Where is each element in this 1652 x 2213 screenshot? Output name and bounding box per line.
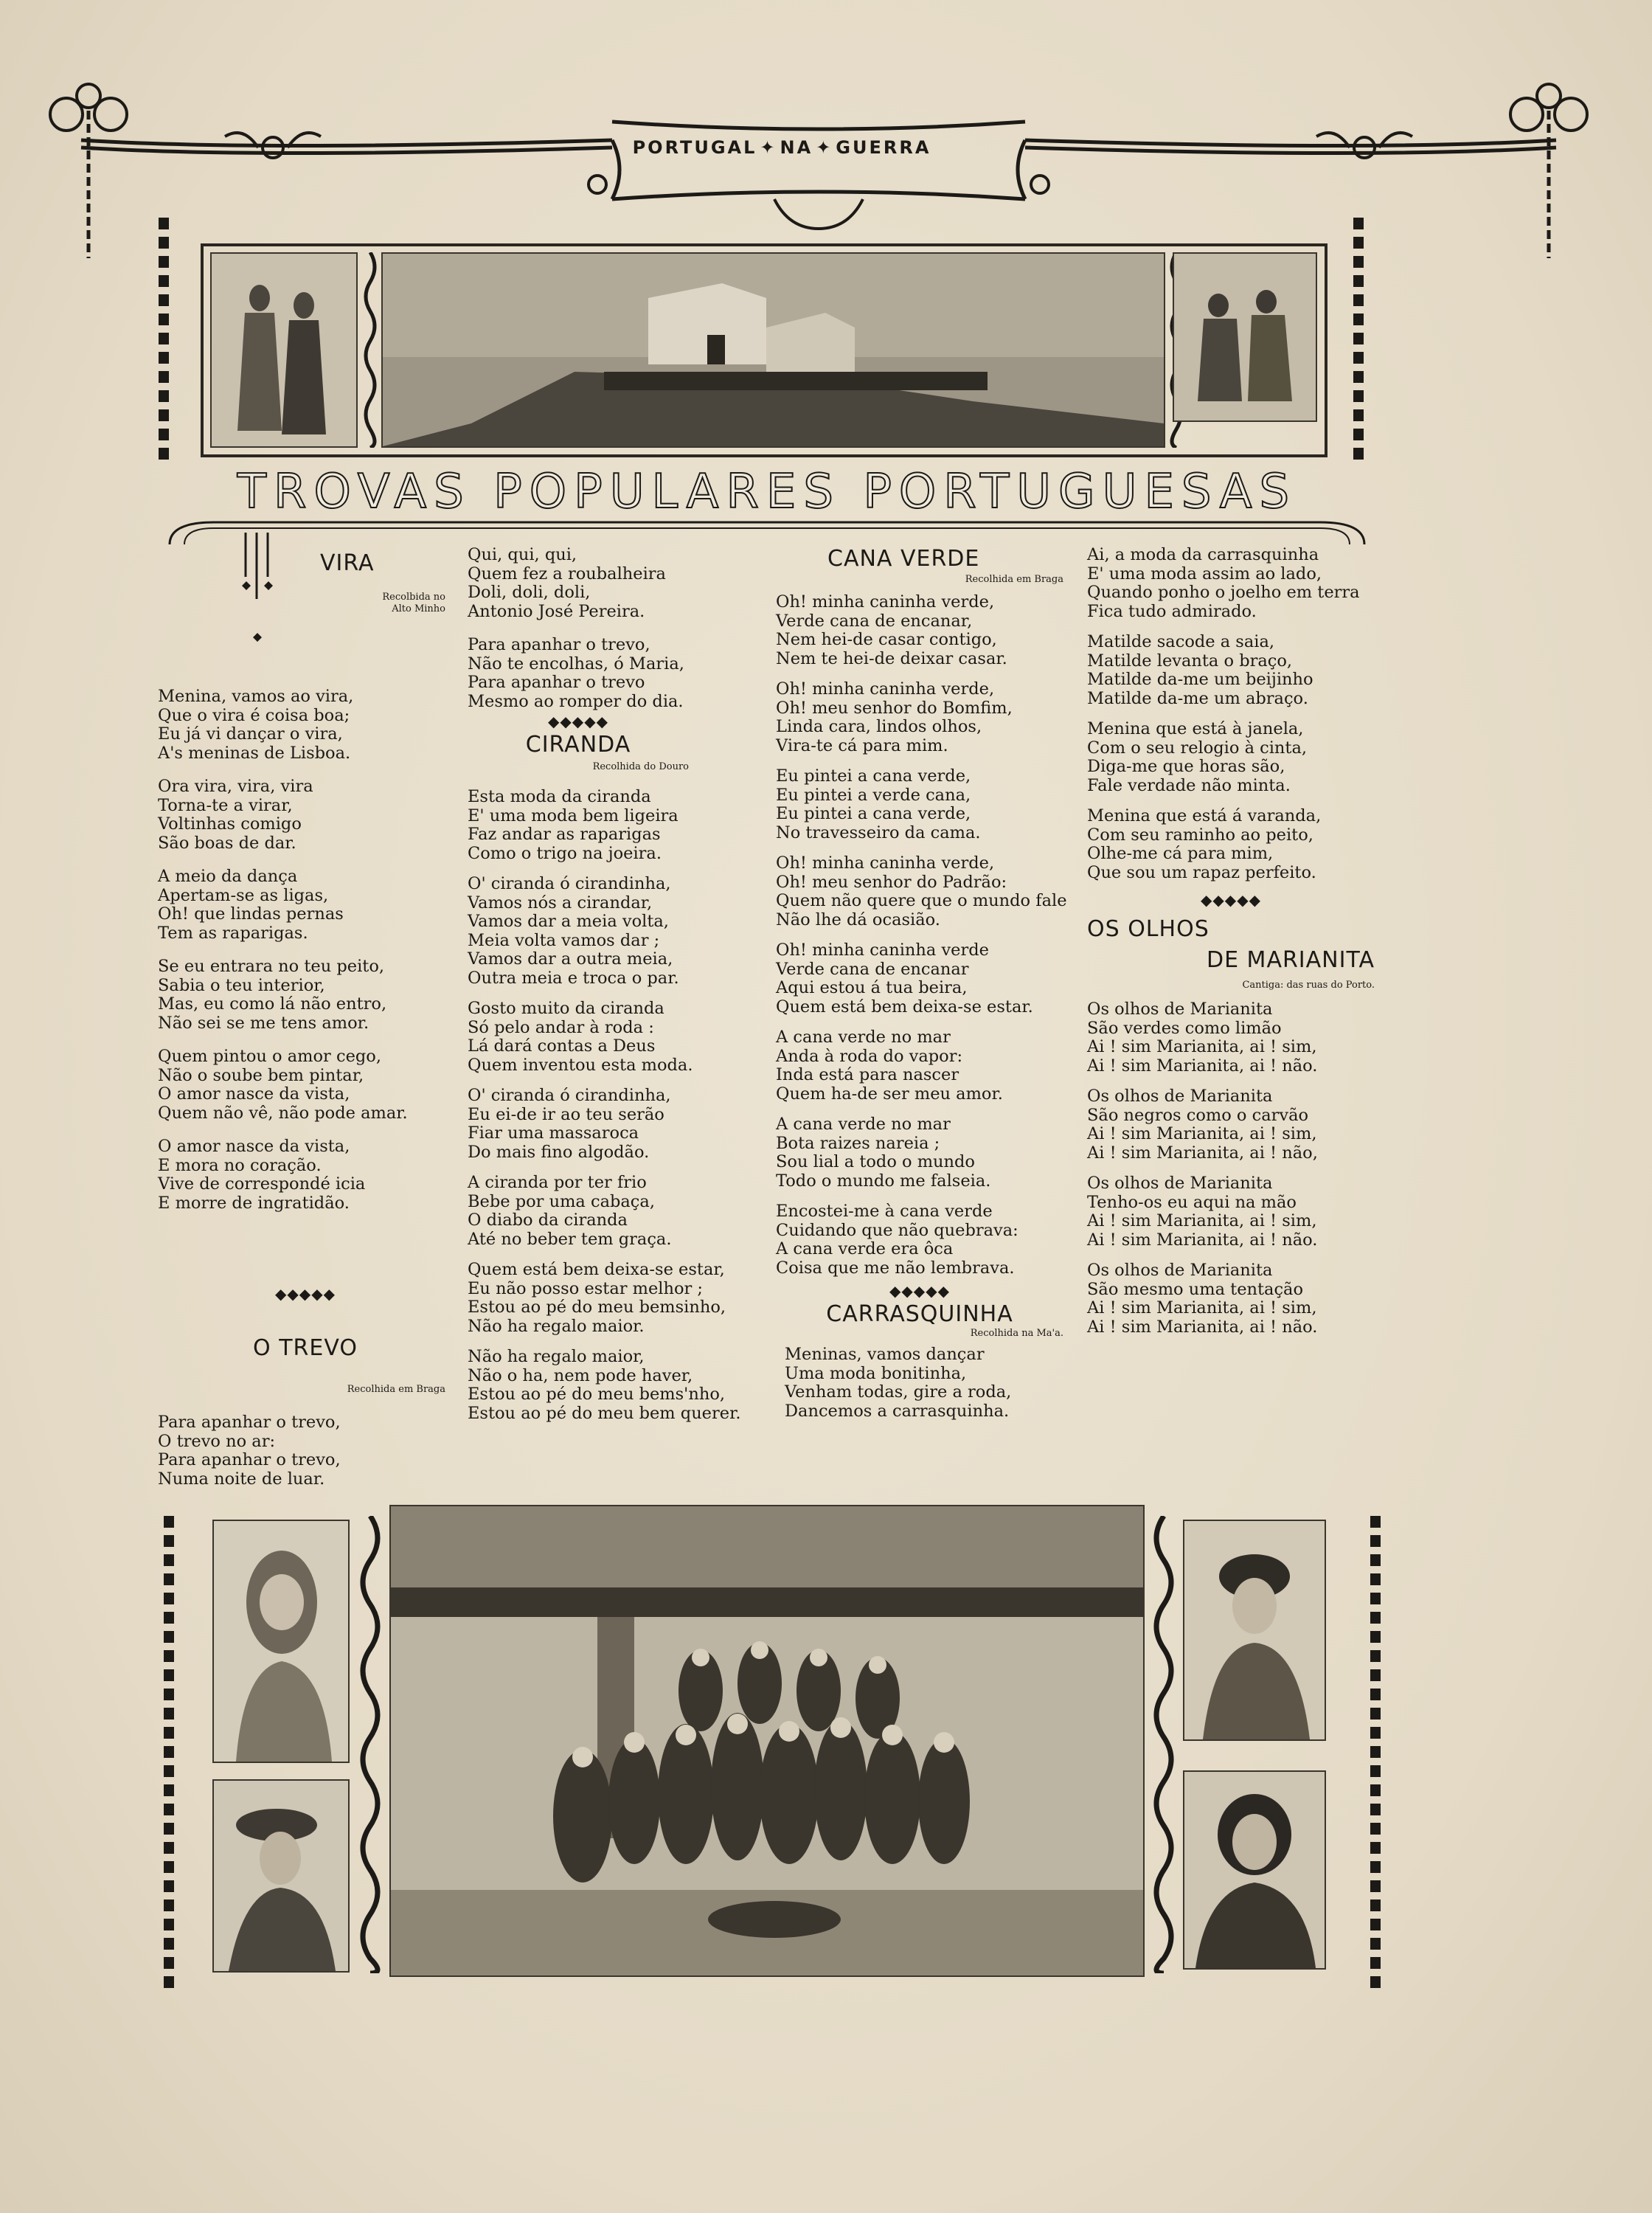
verse-line: Vive de correspondé icia — [158, 1174, 366, 1194]
verse-line: Ai ! sim Marianita, ai ! não. — [1087, 1317, 1318, 1337]
heading-os-olhos: OS OLHOS — [1087, 916, 1210, 942]
ornament-diamonds: ◆◆◆◆◆ — [275, 1285, 336, 1303]
verse-line: O' ciranda ó cirandinha, — [468, 1086, 671, 1105]
verse-line: São negros como o carvão — [1087, 1105, 1309, 1125]
verse-line: Que sou um rapaz perfeito. — [1087, 862, 1316, 882]
film-strip-bottom-right — [1370, 1516, 1381, 1995]
column-2 — [468, 546, 770, 1438]
scroll-ornament-top-left — [359, 252, 381, 448]
verse-line: Para apanhar o trevo, — [468, 635, 650, 654]
verse-line: O trevo no ar: — [158, 1431, 276, 1451]
verse-line: Ai ! sim Marianita, ai ! sim, — [1087, 1298, 1317, 1317]
photo-seated-men — [1173, 252, 1317, 422]
verse-line: Dancemos a carrasquinha. — [785, 1401, 1010, 1421]
trevo-stanza-3 — [468, 636, 770, 711]
verse-line: Lá dará contas a Deus — [468, 1036, 656, 1056]
verse-line: Eu já vi dançar o vira, — [158, 724, 343, 744]
ornament-diamonds: ◆◆◆◆◆ — [548, 713, 608, 730]
verse-line: A meio da dança — [158, 867, 298, 886]
verse-line: Para apanhar o trevo — [468, 673, 645, 692]
photo-hilltop-chapel — [381, 252, 1165, 448]
verse-line: Os olhos de Marianita — [1087, 1087, 1273, 1106]
verse-line: Voltinhas comigo — [158, 814, 302, 834]
trevo-stanza-2 — [468, 546, 770, 621]
scroll-ornament-bottom-right — [1146, 1516, 1181, 1973]
verse-line: A cana verde no mar — [776, 1028, 951, 1047]
verse-line: Quem está bem deixa-se estar. — [776, 997, 1033, 1017]
verse-line: Quem ha-de ser meu amor. — [776, 1084, 1003, 1104]
verse-line: Oh! minha caninha verde, — [776, 679, 995, 699]
verse-line: Eu pintei a verde cana, — [776, 785, 971, 805]
verse-line: Linda cara, lindos olhos, — [776, 717, 982, 736]
verse-line: Vamos nós a cirandar, — [468, 893, 653, 912]
stanza — [468, 788, 770, 863]
verse-line: Quando ponho o joelho em terra — [1087, 583, 1360, 602]
verse-line: Ai, a moda da carrasquinha — [1087, 545, 1319, 564]
verse-line: Olhe-me cá para mim, — [1087, 844, 1274, 863]
ornament-diamonds: ◆◆◆◆◆ — [889, 1282, 950, 1300]
stanza — [468, 875, 770, 988]
verse-line: Diga-me que horas são, — [1087, 757, 1285, 776]
photo-two-women — [210, 252, 358, 448]
source-carrasquinha: Recolhida na Ma'a. — [970, 1328, 1063, 1339]
verse-line: Não o ha, nem pode haver, — [468, 1365, 693, 1385]
ornament-diamonds: ◆◆◆◆◆ — [1201, 891, 1261, 909]
vira-side-ornament — [235, 533, 279, 651]
stanza — [158, 1137, 408, 1213]
verse-line: Verde cana de encanar, — [776, 611, 973, 631]
verse-line: Não te encolhas, ó Maria, — [468, 654, 684, 673]
verse-line: Aqui estou á tua beira, — [776, 978, 968, 997]
scroll-ornament-bottom-left — [353, 1516, 388, 1973]
verse-line: Quem inventou esta moda. — [468, 1055, 693, 1075]
verse-line: São boas de dar. — [158, 833, 296, 853]
verse-line: O' ciranda ó cirandinha, — [468, 874, 671, 893]
portrait-curly-haired-girl — [212, 1520, 350, 1763]
title-rule-ornament — [155, 516, 1379, 546]
heading-carrasquinha: CARRASQUINHA — [826, 1301, 1013, 1327]
stanza — [1087, 546, 1382, 621]
verse-line: Torna-te a virar, — [158, 795, 293, 815]
verse-line: Encostei-me à cana verde — [776, 1202, 993, 1221]
verse-line: Gosto muito da ciranda — [468, 999, 664, 1018]
verse-line: Com o seu relogio à cinta, — [1087, 738, 1308, 758]
heading-trevo: O TREVO — [253, 1335, 358, 1361]
source-vira-line2: Alto Minho — [392, 603, 445, 614]
heading-cana-verde: CANA VERDE — [827, 546, 980, 572]
source-trevo: Recolhida em Braga — [347, 1384, 445, 1395]
verse-line: Matilde da-me um abraço. — [1087, 688, 1308, 708]
stanza — [776, 680, 1078, 755]
verse-line: Vira-te cá para mim. — [776, 735, 948, 755]
verse-line: Verde cana de encanar — [776, 959, 969, 979]
stanza — [776, 1028, 1078, 1104]
verse-line: Quem está bem deixa-se estar, — [468, 1260, 725, 1279]
verse-line: Bebe por uma cabaça, — [468, 1191, 655, 1211]
verse-line: Faz andar as raparigas — [468, 825, 661, 844]
masthead: PORTUGAL ✦ NA ✦ GUERRA — [628, 133, 935, 162]
verse-line: Se eu entrara no teu peito, — [158, 957, 385, 976]
stanza — [1087, 720, 1382, 795]
portrait-woman-with-shawl — [1183, 1770, 1326, 1970]
verse-line: Tem as raparigas. — [158, 923, 308, 943]
verse-line: São verdes como limão — [1087, 1018, 1282, 1038]
verse-line: Os olhos de Marianita — [1087, 1174, 1273, 1193]
verse-line: Ai ! sim Marianita, ai ! sim, — [1087, 1124, 1317, 1143]
stanza — [1087, 1174, 1382, 1250]
verse-line: Ai ! sim Marianita, ai ! não, — [1087, 1143, 1318, 1163]
verse-line: Numa noite de luar. — [158, 1469, 325, 1489]
portrait-woman-with-hat — [212, 1779, 350, 1973]
verse-line: Estou ao pé do meu bems'nho, — [468, 1385, 726, 1404]
stanza — [158, 778, 408, 853]
verse-line: Esta moda da ciranda — [468, 787, 651, 806]
verse-line: Ai ! sim Marianita, ai ! não. — [1087, 1056, 1318, 1076]
verse-line: Menina, vamos ao vira, — [158, 687, 354, 706]
source-ciranda: Recolhida do Douro — [592, 761, 689, 772]
verse-line: Só pelo andar à roda : — [468, 1017, 654, 1037]
masthead-word-portugal: PORTUGAL — [632, 137, 757, 158]
stanza — [776, 1115, 1078, 1191]
verse-line: Vamos dar a outra meia, — [468, 949, 673, 969]
verse-line: Ora vira, vira, vira — [158, 777, 313, 796]
source-vira-line1: Recolbida no — [382, 592, 445, 603]
verse-line: Todo o mundo me falseia. — [776, 1171, 991, 1191]
verse-line: Qui, qui, qui, — [468, 545, 577, 564]
film-strip-bottom-left — [164, 1516, 174, 1995]
film-strip-top-left — [159, 218, 169, 467]
heading-ciranda: CIRANDA — [525, 732, 631, 758]
stanza — [158, 957, 408, 1033]
photo-group-of-children — [389, 1505, 1145, 1977]
trevo-stanza-1 — [158, 1413, 341, 1489]
verse-line: Mas, eu como lá não entro, — [158, 994, 387, 1014]
verse-line: Nem hei-de casar contigo, — [776, 630, 997, 649]
stanza — [776, 941, 1078, 1017]
verse-line: Uma moda bonitinha, — [785, 1363, 967, 1383]
verse-line: Apertam-se as ligas, — [158, 885, 329, 905]
verse-line: Inda está para nascer — [776, 1065, 959, 1084]
verse-line: Eu pintei a cana verde, — [776, 766, 971, 786]
verse-line: Ai ! sim Marianita, ai ! sim, — [1087, 1037, 1317, 1056]
verse-line: Os olhos de Marianita — [1087, 1000, 1273, 1019]
column-3 — [776, 546, 1078, 1421]
verse-line: Oh! meu senhor do Bomfim, — [776, 698, 1013, 718]
stanza — [468, 1174, 770, 1249]
verse-line: Que o vira é coisa boa; — [158, 705, 350, 725]
verse-line: Antonio José Pereira. — [468, 601, 645, 621]
verse-line: Estou ao pé do meu bem querer. — [468, 1403, 741, 1423]
film-strip-top-right — [1353, 218, 1364, 467]
verse-line: Estou ao pé do meu bemsinho, — [468, 1298, 726, 1317]
verse-line: Os olhos de Marianita — [1087, 1261, 1273, 1280]
verse-line: Como o trigo na joeira. — [468, 843, 662, 863]
verse-line: Eu não posso estar melhor ; — [468, 1278, 704, 1298]
verse-line: Meninas, vamos dançar — [785, 1345, 985, 1364]
verse-line: Eu pintei a cana verde, — [776, 804, 971, 823]
carrasquinha-stanza-1 — [785, 1346, 1078, 1421]
verse-line: Eu ei-de ir ao teu serão — [468, 1104, 664, 1124]
verse-line: Cuidando que não quebrava: — [776, 1220, 1018, 1240]
verse-line: Sou lial a todo o mundo — [776, 1152, 975, 1171]
verse-line: Matilde da-me um beijinho — [1087, 670, 1313, 689]
cana-verde-stanzas — [776, 593, 1078, 1278]
verse-line: A cana verde era ôca — [776, 1239, 954, 1258]
verse-line: No travesseiro da cama. — [776, 822, 981, 842]
verse-line: Para apanhar o trevo, — [158, 1450, 341, 1469]
verse-line: Vamos dar a meia volta, — [468, 912, 669, 931]
verse-line: Fiar uma massaroca — [468, 1123, 639, 1143]
verse-line: E' uma moda assim ao lado, — [1087, 564, 1322, 583]
verse-line: E morre de ingratidão. — [158, 1193, 350, 1213]
masthead-word-guerra: GUERRA — [836, 137, 931, 158]
verse-line: E mora no coração. — [158, 1155, 322, 1175]
verse-line: Anda à roda do vapor: — [776, 1046, 963, 1066]
stanza — [776, 854, 1078, 929]
stanza — [1087, 1000, 1382, 1076]
verse-line: Não o soube bem pintar, — [158, 1065, 364, 1085]
verse-line: A ciranda por ter frio — [468, 1173, 647, 1192]
verse-line: Quem não vê, não pode amar. — [158, 1103, 408, 1123]
verse-line: Ai ! sim Marianita, ai ! não. — [1087, 1230, 1318, 1250]
verse-line: Do mais fino algodão. — [468, 1142, 650, 1162]
verse-line: Venham todas, gire a roda, — [785, 1382, 1012, 1402]
verse-line: Matilde levanta o braço, — [1087, 651, 1293, 671]
stanza — [468, 1000, 770, 1075]
source-marianita: Cantiga: das ruas do Porto. — [1242, 980, 1375, 991]
verse-line: Quem pintou o amor cego, — [158, 1047, 381, 1066]
verse-line: Menina que está à janela, — [1087, 719, 1304, 738]
heading-vira: VIRA — [320, 550, 375, 576]
ciranda-stanzas — [468, 788, 770, 1423]
verse-line: Coisa que me não lembrava. — [776, 1258, 1015, 1278]
verse-line: Mesmo ao romper do dia. — [468, 691, 684, 711]
verse-line: Ai ! sim Marianita, ai ! sim, — [1087, 1211, 1317, 1230]
verse-line: Meia volta vamos dar ; — [468, 930, 660, 950]
verse-line: E' uma moda bem ligeira — [468, 806, 678, 825]
verse-line: Quem fez a roubalheira — [468, 564, 666, 583]
verse-line: Fale verdade não minta. — [1087, 775, 1291, 795]
stanza — [1087, 633, 1382, 708]
vira-stanzas — [158, 688, 408, 1227]
rope-ornament-header — [37, 81, 1600, 266]
masthead-word-na: NA — [780, 137, 813, 158]
stanza — [158, 688, 408, 763]
verse-line: Outra meia e troca o par. — [468, 968, 679, 988]
verse-line: Não sei se me tens amor. — [158, 1013, 369, 1033]
verse-line: Doli, doli, doli, — [468, 583, 591, 602]
verse-line: Bota raizes nareia ; — [776, 1133, 940, 1153]
stanza — [468, 1348, 770, 1423]
verse-line: Com seu raminho ao peito, — [1087, 825, 1313, 845]
verse-line: Oh! que lindas pernas — [158, 904, 344, 924]
verse-line: São mesmo uma tentação — [1087, 1279, 1304, 1299]
verse-line: Oh! minha caninha verde, — [776, 592, 995, 612]
verse-line: O diabo da ciranda — [468, 1211, 628, 1230]
stanza — [776, 767, 1078, 842]
heading-de-marianita: DE MARIANITA — [1206, 947, 1375, 973]
verse-line: Para apanhar o trevo, — [158, 1413, 341, 1432]
stanza — [776, 1202, 1078, 1278]
stanza — [468, 1087, 770, 1162]
verse-line: Oh! minha caninha verde, — [776, 853, 995, 873]
stanza — [158, 1047, 408, 1123]
stanza — [1087, 807, 1382, 882]
verse-line: Não ha regalo maior, — [468, 1347, 645, 1366]
main-title: TROVAS POPULARES PORTUGUESAS — [237, 465, 1297, 519]
stanza — [776, 593, 1078, 668]
verse-line: Fica tudo admirado. — [1087, 601, 1257, 621]
verse-line: Oh! minha caninha verde — [776, 941, 989, 960]
stanza — [158, 867, 408, 943]
verse-line: A cana verde no mar — [776, 1115, 951, 1134]
verse-line: O amor nasce da vista, — [158, 1084, 350, 1104]
column-4 — [1087, 546, 1382, 1351]
verse-line: Matilde sacode a saia, — [1087, 632, 1275, 651]
verse-line: Tenho-os eu aqui na mão — [1087, 1192, 1297, 1212]
verse-line: Oh! meu senhor do Padrão: — [776, 872, 1007, 892]
verse-line: A's meninas de Lisboa. — [158, 743, 351, 763]
stanza — [468, 1261, 770, 1336]
verse-line: Até no beber tem graça. — [468, 1229, 672, 1249]
marianita-stanzas — [1087, 1000, 1382, 1337]
verse-line: Não lhe dá ocasião. — [776, 910, 940, 929]
verse-line: O amor nasce da vista, — [158, 1137, 350, 1156]
verse-line: Não ha regalo maior. — [468, 1316, 645, 1336]
verse-line: Sabia o teu interior, — [158, 975, 325, 995]
verse-line: Quem não quere que o mundo fale — [776, 891, 1067, 910]
portrait-woman-with-headscarf — [1183, 1520, 1326, 1741]
stanza — [1087, 1261, 1382, 1337]
source-cana-verde: Recolhida em Braga — [965, 574, 1063, 585]
verse-line: Menina que está á varanda, — [1087, 806, 1322, 825]
stanza — [1087, 1087, 1382, 1163]
verse-line: Nem te hei-de deixar casar. — [776, 648, 1007, 668]
